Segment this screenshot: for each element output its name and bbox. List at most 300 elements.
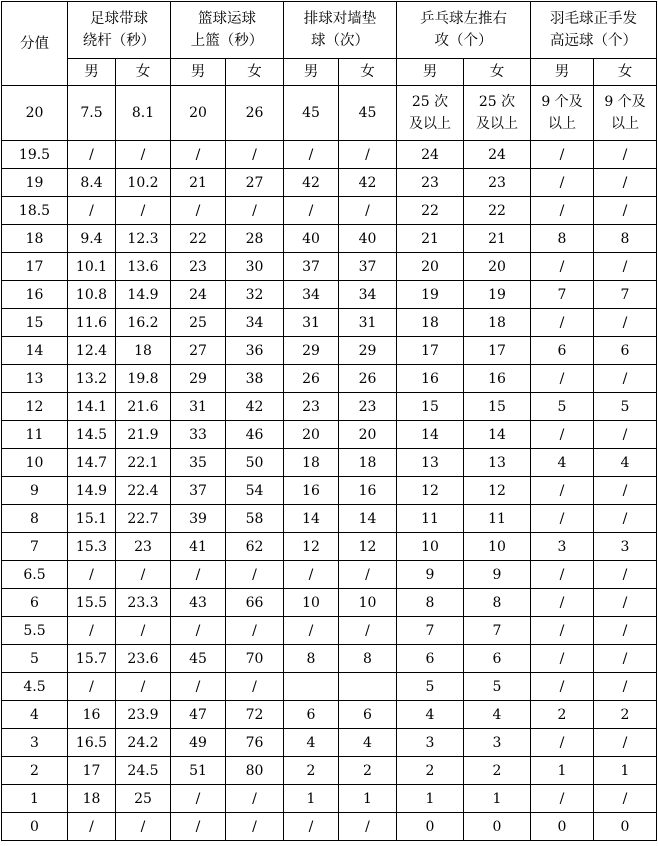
header-pingpong-line1: 乒乓球左推右 — [420, 11, 507, 27]
value-cell: 25 — [171, 309, 226, 337]
score-cell: 0 — [2, 813, 68, 841]
value-cell: 45 — [284, 86, 339, 141]
header-basketball-line2: 上篮（秒） — [190, 33, 264, 49]
header-row-events — [2, 2, 657, 59]
value-cell: 15.7 — [68, 645, 116, 673]
table-row — [2, 813, 657, 841]
value-cell: / — [116, 141, 171, 169]
value-cell — [397, 86, 464, 141]
value-cell: 23 — [284, 393, 339, 421]
score-cell: 8 — [2, 505, 68, 533]
value-cell: / — [531, 421, 594, 449]
value-cell: / — [594, 589, 657, 617]
score-table — [1, 1, 657, 841]
table-row — [2, 141, 657, 169]
gender-female-header: 女 — [116, 59, 171, 86]
value-cell: 14.1 — [68, 393, 116, 421]
table-row — [2, 169, 657, 197]
value-cell: / — [68, 673, 116, 701]
value-cell: / — [594, 309, 657, 337]
header-badminton-line2: 高远球（个） — [550, 33, 637, 49]
value-cell: 8.1 — [116, 86, 171, 141]
value-cell: 34 — [284, 281, 339, 309]
value-cell: 40 — [339, 225, 397, 253]
value-cell: 2 — [594, 701, 657, 729]
value-cell: 23 — [464, 169, 531, 197]
value-cell: 11 — [464, 505, 531, 533]
value-cell: 16 — [339, 477, 397, 505]
score-cell: 3 — [2, 729, 68, 757]
value-cell: 8 — [464, 589, 531, 617]
value-cell: / — [171, 617, 226, 645]
table-row — [2, 365, 657, 393]
value-cell: 16 — [284, 477, 339, 505]
value-cell: 22.7 — [116, 505, 171, 533]
value-cell: 0 — [397, 813, 464, 841]
value-cell: 9.4 — [68, 225, 116, 253]
value-cell: 37 — [171, 477, 226, 505]
value-cell: 14.7 — [68, 449, 116, 477]
value-cell: 31 — [171, 393, 226, 421]
value-cell: 22 — [397, 197, 464, 225]
value-cell: / — [531, 169, 594, 197]
value-cell: 21 — [464, 225, 531, 253]
value-line: 以上 — [611, 116, 639, 132]
score-cell: 18 — [2, 225, 68, 253]
value-cell: 2 — [531, 701, 594, 729]
value-cell: 24.2 — [116, 729, 171, 757]
value-cell: 30 — [226, 253, 284, 281]
value-cell: 24 — [397, 141, 464, 169]
value-cell: / — [594, 421, 657, 449]
header-badminton-line1: 羽毛球正手发 — [550, 11, 637, 27]
value-cell: 3 — [594, 533, 657, 561]
value-cell: 11 — [397, 505, 464, 533]
value-cell: 46 — [226, 421, 284, 449]
score-cell: 4 — [2, 701, 68, 729]
value-cell: / — [284, 561, 339, 589]
value-cell: / — [531, 505, 594, 533]
value-cell: 22.1 — [116, 449, 171, 477]
score-cell: 5 — [2, 645, 68, 673]
score-cell: 7 — [2, 533, 68, 561]
value-cell: 19 — [397, 281, 464, 309]
value-cell: / — [171, 813, 226, 841]
table-row — [2, 86, 657, 141]
value-cell: 45 — [171, 645, 226, 673]
value-cell: 31 — [284, 309, 339, 337]
value-cell: 26 — [226, 86, 284, 141]
gender-female-header: 女 — [226, 59, 284, 86]
value-cell: / — [594, 477, 657, 505]
value-cell: 26 — [339, 365, 397, 393]
value-cell: 2 — [339, 757, 397, 785]
value-cell: 23.3 — [116, 589, 171, 617]
value-cell: 51 — [171, 757, 226, 785]
value-cell: / — [339, 197, 397, 225]
value-cell: 7 — [594, 281, 657, 309]
gender-female-header: 女 — [464, 59, 531, 86]
value-cell: / — [531, 673, 594, 701]
header-volleyball — [284, 2, 397, 59]
value-cell: 13 — [464, 449, 531, 477]
value-cell: 10.8 — [68, 281, 116, 309]
value-cell: / — [594, 505, 657, 533]
value-cell: / — [531, 365, 594, 393]
value-cell: 19.8 — [116, 365, 171, 393]
score-cell: 6 — [2, 589, 68, 617]
value-cell: / — [226, 785, 284, 813]
value-cell: 4 — [284, 729, 339, 757]
value-cell: 10 — [397, 533, 464, 561]
value-cell: 2 — [397, 757, 464, 785]
value-cell: 5 — [531, 393, 594, 421]
value-cell: / — [594, 253, 657, 281]
table-row — [2, 617, 657, 645]
value-cell: 22 — [171, 225, 226, 253]
table-row — [2, 477, 657, 505]
table-row — [2, 281, 657, 309]
table-row — [2, 701, 657, 729]
value-cell: 43 — [171, 589, 226, 617]
value-cell — [284, 673, 339, 701]
value-cell: / — [594, 561, 657, 589]
value-cell: / — [531, 729, 594, 757]
value-cell: / — [531, 645, 594, 673]
value-cell: 18 — [116, 337, 171, 365]
value-cell: 17 — [464, 337, 531, 365]
value-line: 及以上 — [409, 116, 451, 132]
value-cell: / — [116, 561, 171, 589]
table-row — [2, 253, 657, 281]
score-cell: 16 — [2, 281, 68, 309]
value-cell: 14 — [464, 421, 531, 449]
value-line: 9 个及 — [541, 94, 583, 110]
value-cell: 16.5 — [68, 729, 116, 757]
value-cell: / — [531, 141, 594, 169]
value-cell: 8 — [339, 645, 397, 673]
value-cell: 12.4 — [68, 337, 116, 365]
value-cell: 21.6 — [116, 393, 171, 421]
value-cell: 3 — [531, 533, 594, 561]
value-cell: / — [116, 617, 171, 645]
value-cell: 10 — [339, 589, 397, 617]
value-cell: 28 — [226, 225, 284, 253]
value-cell: 21 — [397, 225, 464, 253]
value-cell: 12 — [339, 533, 397, 561]
table-row — [2, 645, 657, 673]
value-cell: / — [284, 813, 339, 841]
value-cell: 22.4 — [116, 477, 171, 505]
value-cell: 40 — [284, 225, 339, 253]
value-cell: 24 — [464, 141, 531, 169]
value-cell: / — [68, 141, 116, 169]
table-row — [2, 309, 657, 337]
score-cell: 12 — [2, 393, 68, 421]
value-cell: / — [284, 197, 339, 225]
value-cell: 23.9 — [116, 701, 171, 729]
value-cell: 6 — [284, 701, 339, 729]
value-cell: 39 — [171, 505, 226, 533]
value-cell: / — [226, 561, 284, 589]
value-cell: 11.6 — [68, 309, 116, 337]
value-cell: 7.5 — [68, 86, 116, 141]
value-cell: 8 — [531, 225, 594, 253]
value-line: 9 个及 — [604, 94, 646, 110]
header-basketball — [171, 2, 284, 59]
value-cell: 80 — [226, 757, 284, 785]
value-cell: 20 — [171, 86, 226, 141]
value-cell: 18 — [339, 449, 397, 477]
value-cell: 5 — [397, 673, 464, 701]
value-cell: 7 — [397, 617, 464, 645]
value-cell: 6 — [531, 337, 594, 365]
value-cell: / — [594, 141, 657, 169]
value-cell: / — [171, 197, 226, 225]
value-cell: / — [116, 197, 171, 225]
value-cell: / — [339, 561, 397, 589]
value-cell: 23 — [339, 393, 397, 421]
value-cell: / — [284, 141, 339, 169]
score-cell: 18.5 — [2, 197, 68, 225]
table-row — [2, 757, 657, 785]
gender-female-header: 女 — [339, 59, 397, 86]
value-cell: 13 — [397, 449, 464, 477]
score-cell: 6.5 — [2, 561, 68, 589]
gender-male-header: 男 — [531, 59, 594, 86]
value-cell: / — [594, 365, 657, 393]
value-cell: 8 — [397, 589, 464, 617]
value-cell: 49 — [171, 729, 226, 757]
value-cell: 23 — [171, 253, 226, 281]
value-cell: 13.6 — [116, 253, 171, 281]
value-cell: / — [531, 253, 594, 281]
value-cell: 24.5 — [116, 757, 171, 785]
value-cell: 18 — [284, 449, 339, 477]
value-cell: 58 — [226, 505, 284, 533]
value-cell: 20 — [284, 421, 339, 449]
table-row — [2, 449, 657, 477]
value-cell: 23 — [397, 169, 464, 197]
value-cell: 20 — [339, 421, 397, 449]
value-cell: 32 — [226, 281, 284, 309]
value-cell: 12.3 — [116, 225, 171, 253]
score-cell: 2 — [2, 757, 68, 785]
value-cell: 1 — [397, 785, 464, 813]
value-cell: 12 — [397, 477, 464, 505]
value-cell: 47 — [171, 701, 226, 729]
value-cell: 42 — [339, 169, 397, 197]
value-cell: 10.2 — [116, 169, 171, 197]
value-cell: / — [594, 673, 657, 701]
value-cell: / — [171, 785, 226, 813]
table-row — [2, 729, 657, 757]
value-cell: 31 — [339, 309, 397, 337]
value-cell: 23 — [116, 533, 171, 561]
value-cell: 9 — [464, 561, 531, 589]
value-cell: 14.9 — [116, 281, 171, 309]
table-row — [2, 337, 657, 365]
value-cell — [594, 86, 657, 141]
value-cell: 21 — [171, 169, 226, 197]
value-cell: 6 — [339, 701, 397, 729]
table-row — [2, 533, 657, 561]
header-football-line1: 足球带球 — [90, 11, 148, 27]
value-cell: 1 — [531, 757, 594, 785]
header-volleyball-line2: 球（次） — [311, 33, 369, 49]
header-volleyball-line1: 排球对墙垫 — [303, 11, 377, 27]
value-cell: / — [594, 169, 657, 197]
value-cell: / — [531, 617, 594, 645]
value-cell: 42 — [284, 169, 339, 197]
value-cell — [464, 86, 531, 141]
value-cell: 9 — [397, 561, 464, 589]
score-cell: 20 — [2, 86, 68, 141]
value-cell: / — [226, 197, 284, 225]
score-cell: 10 — [2, 449, 68, 477]
table-row — [2, 421, 657, 449]
score-cell: 9 — [2, 477, 68, 505]
value-cell: 29 — [339, 337, 397, 365]
value-cell: / — [339, 813, 397, 841]
value-cell: 7 — [531, 281, 594, 309]
table-row — [2, 589, 657, 617]
value-cell: 16 — [397, 365, 464, 393]
value-cell: / — [171, 673, 226, 701]
value-cell: / — [171, 561, 226, 589]
score-cell: 4.5 — [2, 673, 68, 701]
value-cell: 15.1 — [68, 505, 116, 533]
value-cell: / — [594, 197, 657, 225]
score-cell: 11 — [2, 421, 68, 449]
value-cell: 1 — [339, 785, 397, 813]
value-cell: 34 — [226, 309, 284, 337]
value-cell: 14 — [284, 505, 339, 533]
value-cell: 22 — [464, 197, 531, 225]
value-cell: / — [531, 785, 594, 813]
value-cell: / — [339, 141, 397, 169]
value-cell: 17 — [397, 337, 464, 365]
value-cell: 1 — [284, 785, 339, 813]
value-cell: / — [531, 561, 594, 589]
value-cell: 15 — [464, 393, 531, 421]
value-cell: 72 — [226, 701, 284, 729]
value-cell: / — [284, 617, 339, 645]
table-row — [2, 785, 657, 813]
value-cell: 45 — [339, 86, 397, 141]
value-cell: / — [226, 617, 284, 645]
value-cell: 1 — [594, 757, 657, 785]
value-cell: 18 — [68, 785, 116, 813]
value-cell: 76 — [226, 729, 284, 757]
value-cell: 21.9 — [116, 421, 171, 449]
value-cell: / — [171, 141, 226, 169]
value-cell: / — [226, 673, 284, 701]
value-cell: 14 — [339, 505, 397, 533]
value-cell — [339, 673, 397, 701]
value-cell: 35 — [171, 449, 226, 477]
value-cell: 50 — [226, 449, 284, 477]
value-cell: 29 — [171, 365, 226, 393]
gender-female-header: 女 — [594, 59, 657, 86]
value-cell: / — [531, 309, 594, 337]
value-cell: 0 — [531, 813, 594, 841]
score-cell: 5.5 — [2, 617, 68, 645]
value-cell: 5 — [594, 393, 657, 421]
value-cell: / — [594, 785, 657, 813]
value-line: 以上 — [548, 116, 576, 132]
table-row — [2, 197, 657, 225]
header-football-line2: 绕杆（秒） — [82, 33, 156, 49]
header-pingpong-line2: 攻（个） — [434, 33, 493, 49]
value-cell: 5 — [464, 673, 531, 701]
gender-male-header: 男 — [171, 59, 226, 86]
value-cell: / — [594, 645, 657, 673]
gender-male-header: 男 — [68, 59, 116, 86]
value-cell: 38 — [226, 365, 284, 393]
value-cell: 8.4 — [68, 169, 116, 197]
value-cell: 62 — [226, 533, 284, 561]
value-cell: 3 — [464, 729, 531, 757]
value-cell: 6 — [594, 337, 657, 365]
value-cell: 19 — [464, 281, 531, 309]
value-cell: 18 — [397, 309, 464, 337]
value-cell: 7 — [464, 617, 531, 645]
value-cell: 20 — [397, 253, 464, 281]
value-cell: / — [116, 673, 171, 701]
score-cell: 14 — [2, 337, 68, 365]
value-cell: 29 — [284, 337, 339, 365]
value-cell: 36 — [226, 337, 284, 365]
value-line: 及以上 — [476, 116, 518, 132]
value-cell: 34 — [339, 281, 397, 309]
value-cell: / — [68, 561, 116, 589]
value-cell: 25 — [116, 785, 171, 813]
value-cell: 27 — [226, 169, 284, 197]
header-pingpong — [397, 2, 531, 59]
value-cell — [531, 86, 594, 141]
value-cell: 27 — [171, 337, 226, 365]
value-cell: 15 — [397, 393, 464, 421]
value-cell: 16.2 — [116, 309, 171, 337]
value-cell: 20 — [464, 253, 531, 281]
value-cell: 12 — [464, 477, 531, 505]
value-cell: 4 — [397, 701, 464, 729]
value-line: 25 次 — [411, 94, 449, 110]
value-cell: / — [531, 197, 594, 225]
value-cell: 66 — [226, 589, 284, 617]
table-row — [2, 393, 657, 421]
value-cell: 2 — [284, 757, 339, 785]
score-cell: 13 — [2, 365, 68, 393]
score-cell: 17 — [2, 253, 68, 281]
score-cell: 19.5 — [2, 141, 68, 169]
value-cell: 8 — [594, 225, 657, 253]
value-line: 25 次 — [478, 94, 516, 110]
header-row-gender — [2, 59, 657, 86]
value-cell: 17 — [68, 757, 116, 785]
value-cell: 16 — [68, 701, 116, 729]
value-cell: / — [68, 813, 116, 841]
value-cell: 0 — [464, 813, 531, 841]
header-badminton — [531, 2, 657, 59]
table-row — [2, 505, 657, 533]
value-cell: 16 — [464, 365, 531, 393]
value-cell: / — [116, 813, 171, 841]
value-cell: 37 — [339, 253, 397, 281]
value-cell: 2 — [464, 757, 531, 785]
value-cell: 10 — [464, 533, 531, 561]
